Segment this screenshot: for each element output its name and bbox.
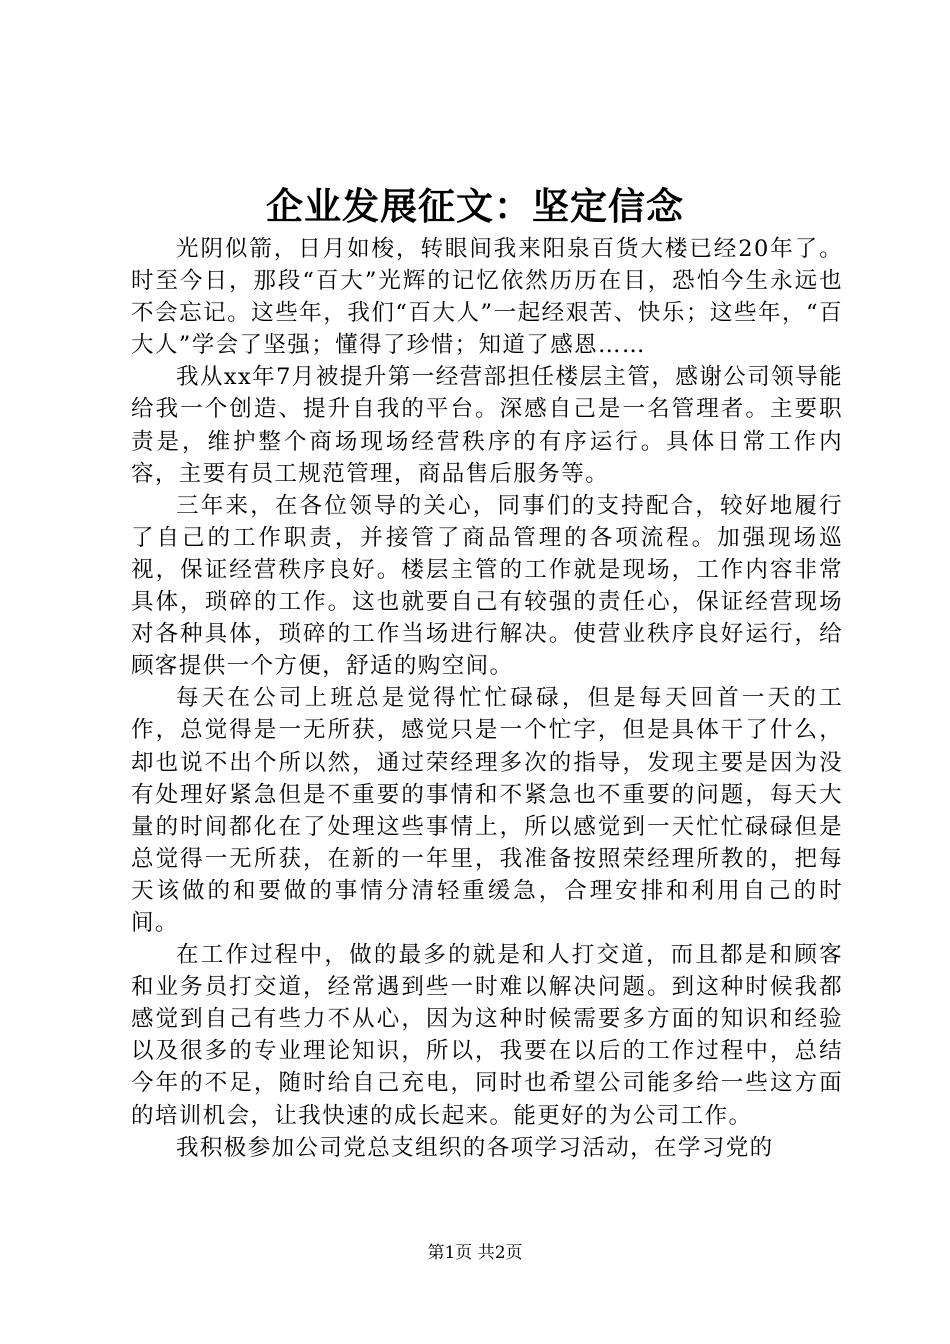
- paragraph: 光阴似箭，日月如梭，转眼间我来阳泉百货大楼已经20年了。时至今日，那段“百大”光辉的记忆依然历历在目，恐怕今生永远也不会忘记。这些年，我们“百大人”一起经艰苦、快乐；这些年，“百大人”学会了坚强；懂得了珍惜；知道了感恩……: [131, 236, 843, 359]
- document-title: 企业发展征文：坚定信念: [266, 184, 684, 228]
- paragraph: 我从xx年7月被提升第一经营部担任楼层主管，感谢公司领导能给我一个创造、提升自我的平台。深感自己是一名管理者。主要职责是，维护整个商场现场经营秩序的有序运行。具体日常工作内容，主要有员工规范管理，商品售后服务等。: [131, 364, 843, 487]
- paragraph: 在工作过程中，做的最多的就是和人打交道，而且都是和顾客和业务员打交道，经常遇到些一时难以解决问题。到这种时候我都感觉到自己有些力不从心，因为这种时候需要多方面的知识和经验以及很多的专业理论知识，所以，我要在以后的工作过程中，总结今年的不足，随时给自己充电，同时也希望公司能多给一些这方面的培训机会，让我快速的成长起来。能更好的为公司工作。: [131, 942, 843, 1129]
- page-number-footer: 第1页 共2页: [427, 1243, 523, 1263]
- paragraph: 三年来，在各位领导的关心，同事们的支持配合，较好地履行了自己的工作职责，并接管了商品管理的各项流程。加强现场巡视，保证经营秩序良好。楼层主管的工作就是现场，工作内容非常具体，琐碎的工作。这也就要自己有较强的责任心，保证经营现场对各种具体，琐碎的工作当场进行解决。使营业秩序良好运行，给顾客提供一个方便，舒适的购空间。: [131, 492, 843, 680]
- document-body: [131, 233, 843, 1164]
- paragraph: 每天在公司上班总是觉得忙忙碌碌，但是每天回首一天的工作，总觉得是一无所获，感觉只是一个忙字，但是具体干了什么，却也说不出个所以然，通过荣经理多次的指导，发现主要是因为没有处理好紧急但是不重要的事情和不紧急也不重要的问题，每天大量的时间都化在了处理这些事情上，所以感觉到一天忙忙碌碌但是总觉得一无所获，在新的一年里，我准备按照荣经理所教的，把每天该做的和要做的事情分清轻重缓急，合理安排和利用自己的时间。: [131, 685, 843, 936]
- paragraph: 我积极参加公司党总支组织的各项学习活动，在学习党的: [176, 1134, 774, 1161]
